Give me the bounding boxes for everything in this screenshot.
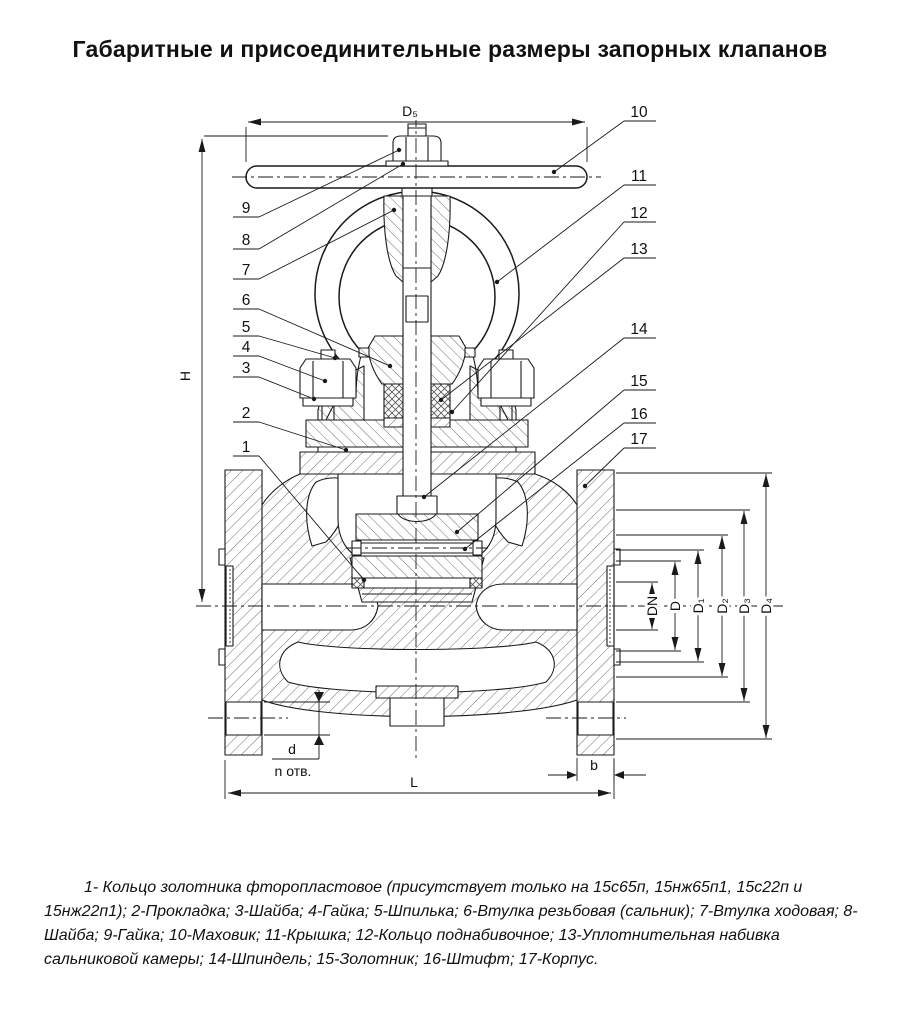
callout-12: 12 bbox=[630, 205, 648, 222]
callout-7: 7 bbox=[241, 262, 251, 279]
callout-4: 4 bbox=[241, 339, 251, 356]
right-bolt-hole bbox=[578, 702, 613, 735]
dim-D3: D₃ bbox=[736, 598, 752, 614]
drive-bushing bbox=[431, 196, 450, 282]
callout-16: 16 bbox=[630, 406, 648, 423]
dim-d: d bbox=[288, 741, 296, 757]
disc-body bbox=[352, 556, 482, 578]
foot bbox=[390, 698, 444, 726]
left-bolt-hole bbox=[226, 702, 261, 735]
spindle-collar bbox=[397, 496, 437, 514]
spindle bbox=[397, 188, 437, 514]
under-packing-ring bbox=[384, 418, 403, 427]
wheel-hub bbox=[402, 188, 432, 196]
hex-nut bbox=[300, 359, 356, 398]
gland-bushing bbox=[431, 336, 466, 384]
spindle-square bbox=[406, 296, 428, 322]
dim-L: L bbox=[410, 774, 418, 790]
dim-D1: D₁ bbox=[690, 598, 706, 614]
outlet-bore bbox=[476, 584, 577, 630]
washer bbox=[303, 398, 353, 406]
callout-6: 6 bbox=[241, 292, 251, 309]
callout-1: 1 bbox=[241, 439, 251, 456]
stem-tip bbox=[408, 124, 426, 136]
flange-tab bbox=[219, 549, 225, 565]
dim-D4: D₄ bbox=[758, 598, 774, 614]
handwheel-assembly bbox=[246, 124, 587, 196]
dim-D2: D₂ bbox=[714, 598, 730, 614]
top-washer bbox=[386, 161, 448, 166]
washer bbox=[481, 398, 531, 406]
callout-17: 17 bbox=[630, 431, 648, 448]
callout-8: 8 bbox=[241, 232, 251, 249]
callout-11: 11 bbox=[630, 168, 648, 185]
dim-D5: D₅ bbox=[402, 103, 418, 119]
flange-tab bbox=[614, 549, 620, 565]
page-title: Габаритные и присоединительные размеры запорных клапанов bbox=[72, 36, 828, 62]
foot-step bbox=[376, 686, 458, 698]
dim-n-holes: n отв. bbox=[274, 763, 312, 779]
callout-13: 13 bbox=[630, 241, 648, 258]
gland-bushing bbox=[368, 336, 403, 384]
callout-5: 5 bbox=[241, 319, 251, 336]
callout-10: 10 bbox=[630, 104, 648, 121]
under-packing-ring bbox=[431, 418, 450, 427]
packing bbox=[384, 384, 403, 418]
lower-chamber bbox=[280, 642, 555, 693]
dim-DN: DN bbox=[644, 595, 660, 617]
callout-3: 3 bbox=[241, 360, 251, 377]
callout-14: 14 bbox=[630, 321, 648, 338]
dim-b: b bbox=[590, 757, 598, 773]
disc-top bbox=[356, 514, 478, 540]
flange-tab bbox=[219, 649, 225, 665]
disc-seal-ring bbox=[352, 578, 482, 588]
dim-D: D bbox=[667, 600, 683, 612]
callout-2: 2 bbox=[241, 405, 251, 422]
parts-legend: 1- Кольцо золотника фторопластовое (присутствует только на 15с65п, 15нж65п1, 15с22п и 15нж22п1); 2-Прокладка; 3-Шайба; 4-Гайка; 5-Шпилька; 6-Втулка резьбовая (сальник); 7-Втулка ходовая; 8-Шайба; 9-Гайка; 10-Маховик; 11-Крышка; 12-Кольцо поднабивочное; 13-Уплотнительная набивка сальниковой камеры; 14-Шпиндель; 15-Золотник; 16-Штифт; 17-Корпус. bbox=[44, 879, 858, 968]
callout-15: 15 bbox=[630, 373, 648, 390]
spindle-shaft bbox=[403, 188, 431, 514]
dim-H: H bbox=[177, 370, 193, 382]
callout-9: 9 bbox=[241, 200, 251, 217]
